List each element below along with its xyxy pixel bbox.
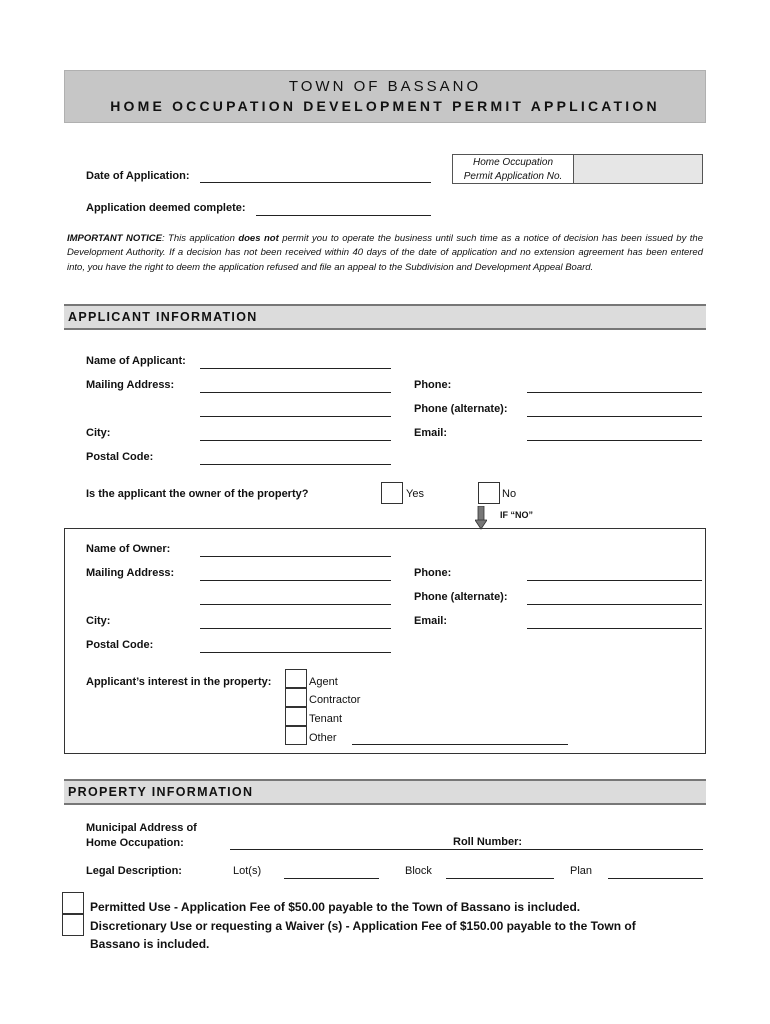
applicant-phone-field[interactable]	[527, 392, 702, 393]
owner-email-label: Email:	[414, 615, 448, 627]
applicant-city-field[interactable]	[200, 440, 391, 441]
town-name: TOWN OF BASSANO	[288, 78, 482, 95]
applicant-postal-label: Postal Code:	[86, 451, 154, 463]
owner-postal-field[interactable]	[200, 652, 391, 653]
interest-tenant-label: Tenant	[309, 713, 343, 725]
permit-number-field[interactable]	[574, 155, 702, 183]
owner-yes-label: Yes	[406, 488, 424, 500]
applicant-section-header: APPLICANT INFORMATION	[64, 304, 706, 330]
fee-options	[90, 898, 710, 954]
lot-label: Lot(s)	[233, 865, 262, 877]
applicant-mailing-field-2[interactable]	[200, 416, 391, 417]
roll-number-label: Roll Number:	[453, 836, 523, 848]
owner-mailing-field-2[interactable]	[200, 604, 391, 605]
notice-prefix: IMPORTANT NOTICE	[67, 233, 162, 244]
applicant-city-label: City:	[86, 427, 111, 439]
form-title: HOME OCCUPATION DEVELOPMENT PERMIT APPLICATION	[110, 98, 660, 114]
applicant-email-field[interactable]	[527, 440, 702, 441]
owner-phone-alt-label: Phone (alternate):	[414, 591, 508, 603]
interest-other-field[interactable]	[352, 744, 568, 745]
legal-description-label: Legal Description:	[86, 865, 182, 877]
permitted-use-label: Permitted Use - Application Fee of $50.00 payable to the Town of Bassano is included.	[90, 900, 581, 914]
owner-information-box	[64, 528, 706, 754]
owner-yes-checkbox[interactable]	[381, 482, 403, 504]
interest-contractor-label: Contractor	[309, 694, 361, 706]
applicant-phone-alt-label: Phone (alternate):	[414, 403, 508, 415]
owner-name-field[interactable]	[200, 556, 391, 557]
date-of-application-label: Date of Application:	[86, 170, 190, 182]
owner-question: Is the applicant the owner of the property?	[86, 488, 309, 500]
permit-number-label: Home Occupation Permit Application No.	[453, 155, 574, 183]
permit-number-box	[452, 154, 703, 184]
date-of-application-field[interactable]	[200, 182, 431, 183]
applicant-name-field[interactable]	[200, 368, 391, 369]
applicant-postal-field[interactable]	[200, 464, 391, 465]
applicant-interest-label: Applicant’s interest in the property:	[86, 676, 272, 688]
discretionary-use-checkbox[interactable]	[62, 914, 84, 936]
plan-field[interactable]	[608, 878, 703, 879]
down-arrow-icon	[475, 506, 487, 530]
owner-email-field[interactable]	[527, 628, 702, 629]
interest-agent-checkbox[interactable]	[285, 669, 307, 688]
interest-other-label: Other	[309, 732, 337, 744]
deemed-complete-label: Application deemed complete:	[86, 202, 246, 214]
plan-label: Plan	[570, 865, 593, 877]
permitted-use-checkbox[interactable]	[62, 892, 84, 914]
property-section-header: PROPERTY INFORMATION	[64, 779, 706, 805]
block-field[interactable]	[446, 878, 554, 879]
owner-name-label: Name of Owner:	[86, 543, 171, 555]
owner-phone-label: Phone:	[414, 567, 452, 579]
owner-phone-field[interactable]	[527, 580, 702, 581]
applicant-phone-label: Phone:	[414, 379, 452, 391]
applicant-name-label: Name of Applicant:	[86, 355, 186, 367]
owner-no-checkbox[interactable]	[478, 482, 500, 504]
lot-field[interactable]	[284, 878, 379, 879]
important-notice: IMPORTANT NOTICE: This application does not permit you to operate the business until such time as a notice of decision has been issued by the Development Authority. If a decision has not been received within 40 days of the date of application and no extension agreement has been entered into, you have the right to deem the application refused and file an appeal to the Subdivision and Development Appeal Board.	[67, 233, 703, 273]
owner-no-label: No	[502, 488, 517, 500]
form-title-banner	[64, 70, 706, 123]
owner-city-label: City:	[86, 615, 111, 627]
owner-phone-alt-field[interactable]	[527, 604, 702, 605]
owner-city-field[interactable]	[200, 628, 391, 629]
applicant-mailing-field[interactable]	[200, 392, 391, 393]
applicant-mailing-label: Mailing Address:	[86, 379, 175, 391]
owner-postal-label: Postal Code:	[86, 639, 154, 651]
interest-agent-label: Agent	[309, 676, 338, 688]
block-label: Block	[405, 865, 432, 877]
applicant-phone-alt-field[interactable]	[527, 416, 702, 417]
owner-mailing-field[interactable]	[200, 580, 391, 581]
if-no-label: IF “NO”	[500, 510, 533, 520]
discretionary-use-label-cont: Bassano is included.	[90, 937, 210, 951]
owner-mailing-label: Mailing Address:	[86, 567, 175, 579]
municipal-address-field[interactable]	[230, 849, 703, 850]
notice-emphasis: does not	[238, 233, 279, 244]
interest-tenant-checkbox[interactable]	[285, 707, 307, 726]
discretionary-use-label: Discretionary Use or requesting a Waiver (s) - Application Fee of $150.00 payable to the Town of	[90, 918, 636, 933]
interest-contractor-checkbox[interactable]	[285, 688, 307, 707]
interest-other-checkbox[interactable]	[285, 726, 307, 745]
deemed-complete-field[interactable]	[256, 215, 431, 216]
applicant-email-label: Email:	[414, 427, 448, 439]
municipal-address-label: Municipal Address of Home Occupation:	[86, 822, 197, 849]
